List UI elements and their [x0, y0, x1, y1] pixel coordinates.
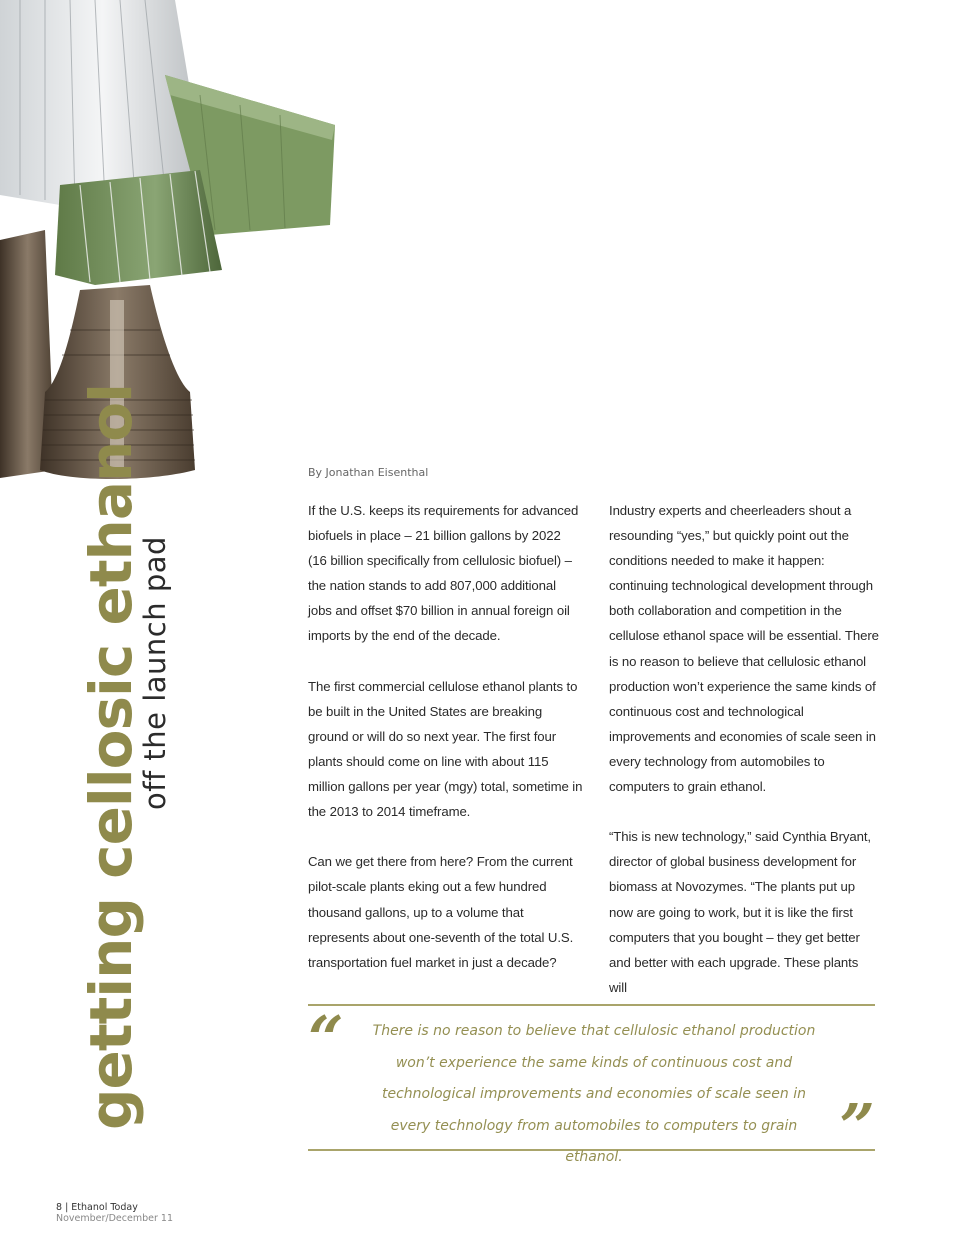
pull-quote-text: There is no reason to believe that cellulosic ethanol production won’t experience the same kinds of continuous cost and technological improvements and economies of scale seen in every technology from automobiles to computers to grain ethanol. — [372, 1023, 816, 1165]
open-quote-icon: “ — [308, 1002, 344, 1075]
paragraph: “This is new technology,” said Cynthia Bryant, director of global business development for biomass at Novozymes. “The plants put up now are going to work, but it is like the first computers that you bought – they get better and better with each upgrade. These plants will — [609, 829, 871, 995]
paragraph: Industry experts and cheerleaders shout a resounding “yes,” but quickly point out the conditions needed to make it happen: continuing technological development through both collaboration and competition in the cellulose ethanol space will be essential. There is no reason to believe that cellulosic ethanol production won’t experience the same kinds of continuous cost and technological improvements and economies of scale seen in every technology from automobiles to computers to grain ethanol. — [609, 503, 879, 795]
paragraph: Can we get there from here? From the current pilot-scale plants eking out a few hundred thousand gallons, up to a volume that represents about one-seventh of the total U.S. transportation fuel market in just a decade? — [308, 854, 574, 970]
page-footer — [56, 1202, 173, 1224]
pull-quote — [308, 1002, 875, 1165]
left-column — [308, 498, 583, 975]
paragraph: The first commercial cellulose ethanol plants to be built in the United States are breaking ground or will do so next year. The first four plants should come on line with about 115 million gallons per year (mgy) total, sometime in the 2013 to 2014 timeframe. — [308, 678, 583, 820]
close-quote-icon: ” — [839, 1090, 875, 1163]
page-number: 8 | Ethanol Today — [56, 1202, 138, 1213]
paragraph: If the U.S. keeps its requirements for advanced biofuels in place – 21 billion gallons by 2022 (16 billion specifically from cellulosic biofuel) – the nation stands to add 807,000 additional jobs and offset $70 billion in annual foreign oil imports by the end of the decade. — [308, 503, 579, 644]
byline: By Jonathan Eisenthal — [308, 466, 429, 479]
rocket-engine-image — [0, 0, 340, 490]
main-title: getting cellosic ethanol — [77, 383, 145, 1130]
sub-title: off the launch pad — [138, 536, 172, 810]
issue-date: November/December 11 — [56, 1213, 173, 1224]
right-column — [609, 498, 879, 1000]
